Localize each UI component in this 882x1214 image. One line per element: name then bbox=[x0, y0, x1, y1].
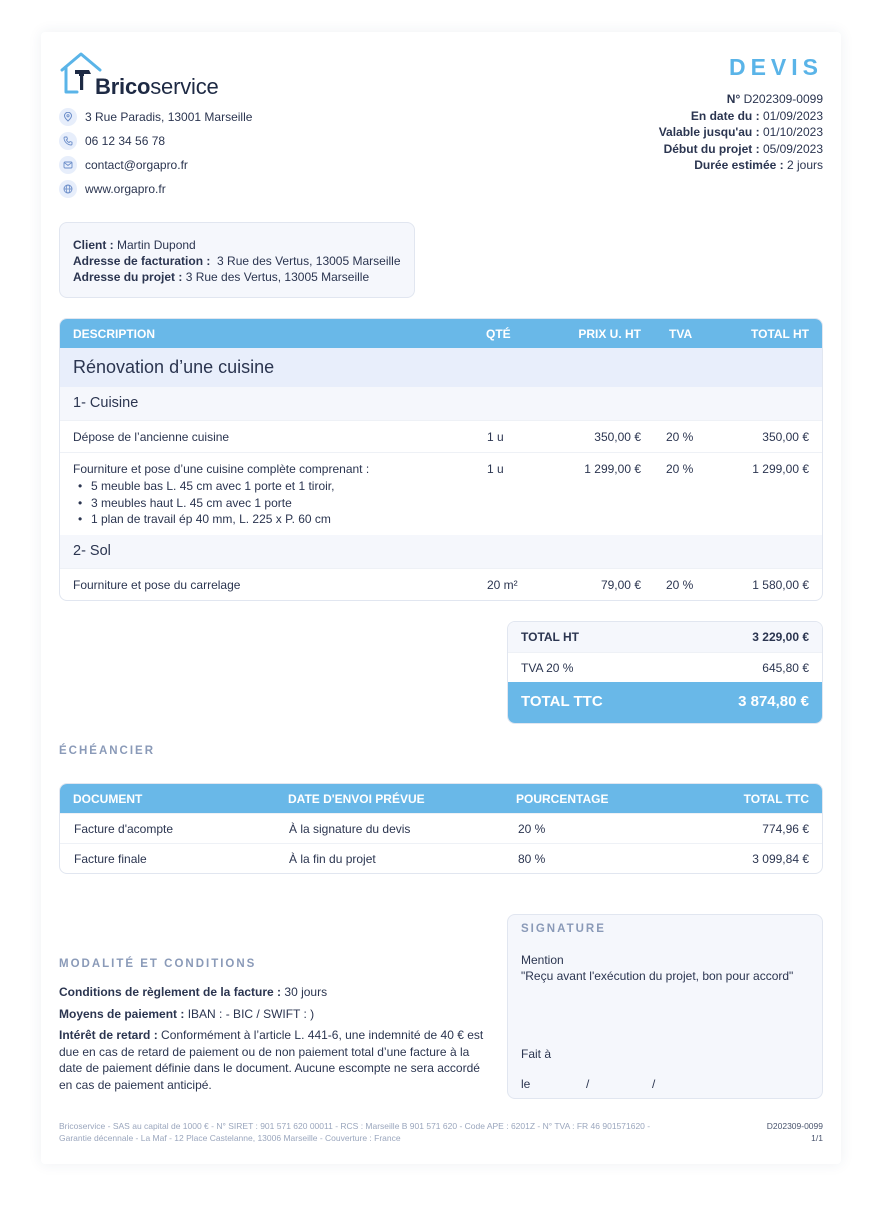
header-description: DESCRIPTION bbox=[73, 327, 156, 341]
table-row bbox=[60, 813, 822, 843]
payment-means bbox=[59, 1006, 487, 1023]
line-description: Fourniture et pose d’une cuisine complète comprenant : bbox=[73, 462, 370, 476]
schedule-title: ÉCHÉANCIER bbox=[59, 745, 156, 757]
list-item: • 1 plan de travail ép 40 mm, L. 225 x P. 60 cm bbox=[77, 511, 334, 528]
table-row bbox=[60, 568, 822, 600]
meta-valid-label: Valable jusqu'au : bbox=[658, 125, 760, 139]
logo-light-text: service bbox=[150, 74, 219, 99]
section-row bbox=[60, 387, 822, 420]
footer-page-number: 1/1 bbox=[811, 1133, 823, 1143]
document-meta bbox=[659, 91, 823, 174]
footer-reference bbox=[767, 1120, 823, 1144]
payment-terms bbox=[59, 984, 487, 1001]
meta-duration-value: 2 jours bbox=[786, 158, 823, 172]
schedule-total: 3 099,84 € bbox=[752, 852, 809, 866]
line-description: Fourniture et pose du carrelage bbox=[73, 578, 241, 592]
table-row bbox=[60, 452, 822, 535]
meta-number-label: N° bbox=[726, 92, 741, 106]
client-name: Martin Dupond bbox=[117, 238, 196, 252]
signature-title: SIGNATURE bbox=[521, 923, 606, 935]
signature-mention-label: Mention bbox=[521, 953, 564, 967]
schedule-document: Facture finale bbox=[74, 852, 147, 866]
late-interest-label: Intérêt de retard : bbox=[59, 1028, 158, 1042]
schedule-document: Facture d'acompte bbox=[74, 822, 174, 836]
signature-date-slash: / bbox=[652, 1077, 656, 1091]
client-label: Client : bbox=[73, 238, 114, 252]
conditions-block bbox=[59, 984, 487, 1098]
schedule-table-header bbox=[60, 784, 822, 813]
company-website: www.orgapro.fr bbox=[85, 182, 166, 196]
total-ht-value: 3 229,00 € bbox=[752, 630, 809, 644]
billing-address: 3 Rue des Vertus, 13005 Marseille bbox=[217, 254, 401, 268]
meta-start-value: 05/09/2023 bbox=[762, 141, 823, 156]
list-item: • 3 meubles haut L. 45 cm avec 1 porte bbox=[77, 495, 334, 512]
billing-address-label: Adresse de facturation : bbox=[73, 254, 211, 268]
table-row bbox=[60, 843, 822, 873]
line-unit-price: 1 299,00 € bbox=[584, 462, 641, 476]
line-vat: 20 % bbox=[666, 462, 694, 476]
schedule-date: À la signature du devis bbox=[289, 822, 411, 836]
payment-means-label: Moyens de paiement : bbox=[59, 1006, 185, 1021]
project-address-label: Adresse du projet : bbox=[73, 270, 183, 284]
line-vat: 20 % bbox=[666, 578, 694, 592]
logo-bold-text: Brico bbox=[95, 74, 151, 99]
schedule-table bbox=[59, 783, 823, 874]
line-description: Dépose de l’ancienne cuisine bbox=[73, 430, 230, 444]
location-pin-icon bbox=[59, 108, 77, 126]
header-send-date: DATE D'ENVOI PRÉVUE bbox=[288, 792, 425, 806]
meta-duration-label: Durée estimée : bbox=[694, 158, 784, 172]
section-row bbox=[60, 535, 822, 568]
company-phone: 06 12 34 56 78 bbox=[85, 134, 166, 148]
footer-line-1: Bricoservice - SAS au capital de 1000 € - N° SIRET : 901 571 620 00011 - RCS : Marseille B 901 571 620 - Code APE : 6201Z - N° TVA : FR 46 901571620 - bbox=[59, 1121, 651, 1131]
quote-page bbox=[41, 32, 841, 1164]
meta-number bbox=[659, 91, 823, 108]
payment-means-value: IBAN : - BIC / SWIFT : ) bbox=[187, 1006, 315, 1021]
header-qty: QTÉ bbox=[486, 327, 511, 341]
project-title-row bbox=[60, 348, 822, 387]
phone-icon bbox=[59, 132, 77, 150]
items-table-header bbox=[60, 319, 822, 348]
project-address: 3 Rue des Vertus, 13005 Marseille bbox=[185, 270, 370, 284]
schedule-percent: 80 % bbox=[518, 852, 546, 866]
payment-terms-label: Conditions de règlement de la facture : bbox=[59, 985, 282, 999]
total-tva-row bbox=[508, 652, 822, 682]
header-document: DOCUMENT bbox=[73, 792, 143, 806]
total-ht-row bbox=[508, 622, 822, 652]
schedule-total: 774,96 € bbox=[762, 822, 809, 836]
meta-valid-value: 01/10/2023 bbox=[762, 125, 823, 139]
section-title: 1- Cuisine bbox=[73, 395, 139, 411]
line-total: 350,00 € bbox=[762, 430, 809, 444]
header-percentage: POURCENTAGE bbox=[516, 792, 609, 806]
contact-website bbox=[59, 180, 252, 198]
line-vat: 20 % bbox=[666, 430, 694, 444]
items-table bbox=[59, 318, 823, 601]
meta-valid bbox=[659, 124, 823, 141]
signature-box bbox=[507, 914, 823, 1099]
company-address: 3 Rue Paradis, 13001 Marseille bbox=[85, 110, 253, 124]
totals-box bbox=[507, 621, 823, 724]
total-tva-value: 645,80 € bbox=[762, 661, 809, 675]
signature-place: Fait à bbox=[521, 1047, 552, 1061]
late-interest-text: Conformément à l’article L. 441-6, une indemnité de 40 € est due en cas de retard de paiement ou de non paiement total d’une facture à la date de paiement définie dans le document. Aucune escompte ne sera accordé en cas de paiement anticipé. bbox=[59, 1028, 484, 1092]
table-row bbox=[60, 420, 822, 452]
line-total: 1 580,00 € bbox=[752, 578, 809, 592]
total-tva-label: TVA 20 % bbox=[521, 661, 574, 675]
contact-address bbox=[59, 108, 252, 126]
schedule-percent: 20 % bbox=[518, 822, 546, 836]
billing-address-line bbox=[73, 253, 401, 269]
company-contacts bbox=[59, 108, 252, 204]
signature-date-slash: / bbox=[586, 1077, 590, 1091]
meta-duration bbox=[659, 157, 823, 174]
footer-doc-number: D202309-0099 bbox=[766, 1121, 823, 1131]
schedule-date: À la fin du projet bbox=[289, 852, 376, 866]
line-unit-price: 350,00 € bbox=[594, 430, 641, 444]
list-item: • 5 meuble bas L. 45 cm avec 1 porte et 1 tiroir, bbox=[77, 478, 334, 495]
section-title: 2- Sol bbox=[73, 543, 111, 559]
header-unit-price: PRIX U. HT bbox=[578, 327, 641, 341]
total-ttc-label: TOTAL TTC bbox=[521, 693, 603, 710]
company-logo bbox=[59, 50, 259, 100]
header-total-ttc: TOTAL TTC bbox=[743, 792, 809, 806]
meta-date-value: 01/09/2023 bbox=[762, 108, 823, 123]
contact-email bbox=[59, 156, 252, 174]
total-ttc-value: 3 874,80 € bbox=[738, 693, 809, 710]
total-ht-label: TOTAL HT bbox=[521, 630, 579, 644]
footer-line-2: Garantie décennale - La Maf - 12 Place Castelanne, 13006 Marseille - Couverture : France bbox=[59, 1133, 401, 1143]
header-vat: TVA bbox=[669, 327, 693, 341]
meta-start bbox=[659, 141, 823, 158]
project-address-line bbox=[73, 269, 401, 285]
client-info-box bbox=[59, 222, 415, 298]
meta-start-label: Début du projet : bbox=[663, 141, 760, 156]
payment-terms-value: 30 jours bbox=[284, 985, 328, 999]
client-name-line bbox=[73, 237, 401, 253]
company-name bbox=[95, 74, 219, 100]
header-total: TOTAL HT bbox=[751, 327, 809, 341]
meta-date-label: En date du : bbox=[690, 108, 760, 123]
late-interest bbox=[59, 1027, 487, 1093]
line-qty: 1 u bbox=[487, 462, 504, 476]
line-qty: 1 u bbox=[487, 430, 504, 444]
line-detail-list bbox=[77, 478, 334, 528]
globe-icon bbox=[59, 180, 77, 198]
signature-mention-text: "Reçu avant l'exécution du projet, bon pour accord" bbox=[521, 969, 794, 983]
project-title: Rénovation d’une cuisine bbox=[73, 357, 275, 377]
mail-icon bbox=[59, 156, 77, 174]
company-email: contact@orgapro.fr bbox=[85, 158, 188, 172]
legal-footer bbox=[59, 1120, 739, 1144]
contact-phone bbox=[59, 132, 252, 150]
line-qty: 20 m² bbox=[487, 578, 518, 592]
document-title: DEVIS bbox=[728, 54, 823, 80]
total-ttc-row bbox=[508, 682, 822, 723]
meta-number-value: D202309-0099 bbox=[743, 92, 823, 106]
line-unit-price: 79,00 € bbox=[600, 578, 641, 592]
conditions-title: MODALITÉ ET CONDITIONS bbox=[59, 958, 257, 970]
signature-date-prefix: le bbox=[521, 1077, 531, 1091]
meta-date bbox=[659, 108, 823, 125]
line-total: 1 299,00 € bbox=[752, 462, 809, 476]
